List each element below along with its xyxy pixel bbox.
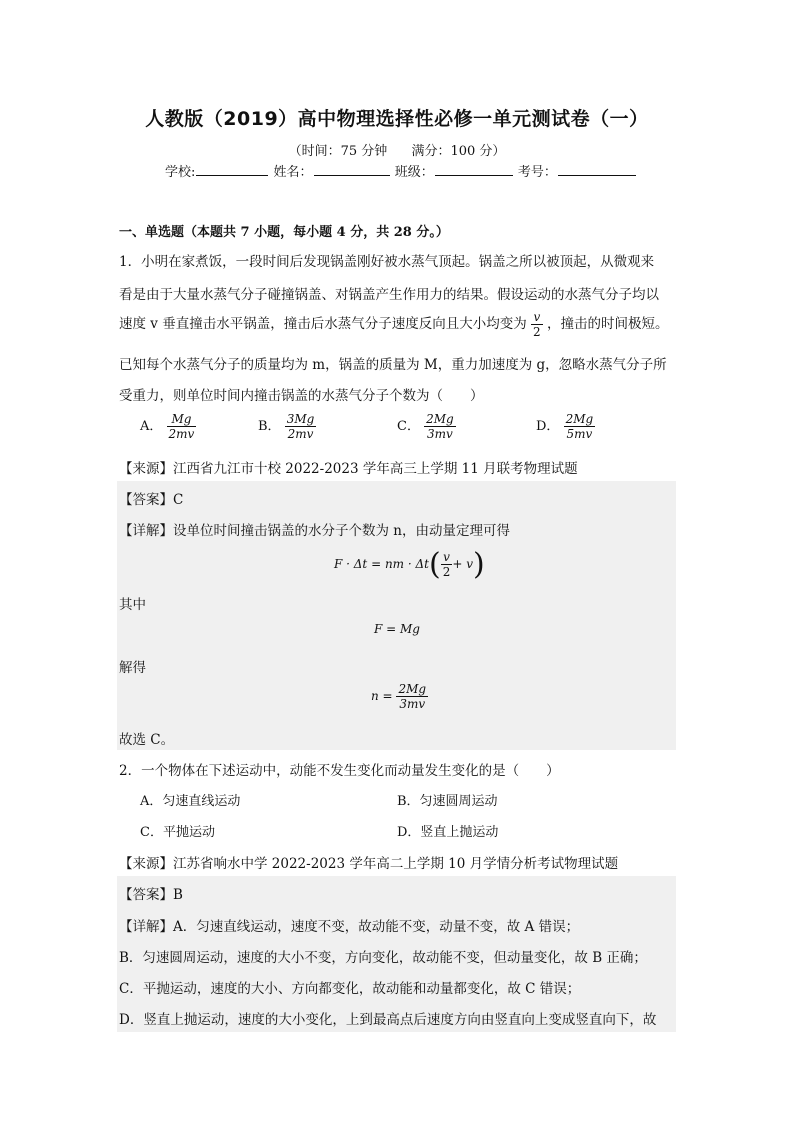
q2-answer: 【答案】B bbox=[119, 887, 183, 903]
name-label: 姓名： bbox=[273, 165, 313, 180]
name-blank bbox=[314, 162, 390, 176]
equation-left: n = bbox=[371, 689, 393, 703]
equation-result bbox=[371, 682, 428, 711]
exam-time: （时间：75 分钟 bbox=[288, 144, 388, 159]
q1-line: 受重力，则单位时间内撞击锅盖的水蒸气分子个数为（ ） bbox=[119, 388, 484, 404]
option-label: B． bbox=[258, 419, 281, 434]
q1-option-c[interactable] bbox=[397, 412, 456, 441]
fraction-numerator: v bbox=[533, 310, 541, 324]
q2-source: 【来源】江苏省响水中学 2022-2023 学年高二上学期 10 月学情分析考试物理试题 bbox=[119, 856, 619, 872]
q1-where: 其中 bbox=[119, 597, 146, 613]
paren-close: ) bbox=[473, 547, 485, 582]
q1-detail: 【详解】设单位时间撞击锅盖的水分子个数为 n，由动量定理可得 bbox=[119, 523, 510, 539]
q2-option-c[interactable]: C．平抛运动 bbox=[140, 825, 215, 840]
option-label: D． bbox=[536, 419, 560, 434]
class-label: 班级： bbox=[394, 165, 434, 180]
q1-option-a[interactable] bbox=[140, 412, 196, 441]
equation-left: F · Δt = nm · Δt bbox=[334, 557, 429, 571]
q2-option-b[interactable]: B．匀速圆周运动 bbox=[397, 794, 498, 809]
fraction-numerator: 2Mg bbox=[565, 412, 594, 426]
fraction-denominator: 2mv bbox=[168, 427, 195, 441]
fraction-numerator: 2Mg bbox=[426, 412, 454, 426]
fraction-denominator: 5mv bbox=[564, 426, 596, 441]
option-fraction bbox=[564, 412, 596, 441]
q1-line3-tail: ，撞击的时间极短。 bbox=[546, 316, 669, 332]
fraction-denominator: 3mv bbox=[396, 696, 428, 711]
exam-score: 满分：100 分） bbox=[411, 144, 506, 159]
section-heading: 一、单选题（本题共 7 小题，每小题 4 分，共 28 分。） bbox=[119, 225, 449, 240]
q1-option-b[interactable] bbox=[258, 412, 316, 441]
q1-line: 1．小明在家煮饭，一段时间后发现锅盖刚好被水蒸气顶起。锅盖之所以被顶起，从微观来 bbox=[119, 254, 655, 270]
option-fraction bbox=[285, 412, 317, 441]
q2-option-a[interactable]: A．匀速直线运动 bbox=[140, 794, 241, 809]
paren-open: ( bbox=[428, 547, 441, 582]
q2-detail: D．竖直上抛运动，速度的大小变化，上到最高点后速度方向由竖直向上变成竖直向下，故 bbox=[119, 1012, 657, 1028]
q1-line: 已知每个水蒸气分子的质量均为 m，锅盖的质量为 M，重力加速度为 g，忽略水蒸气分子所 bbox=[119, 357, 667, 373]
q2-detail: 【详解】A．匀速直线运动，速度不变，故动能不变，动量不变，故 A 错误； bbox=[119, 919, 580, 935]
q1-line3-text: 速度 v 垂直撞击水平锅盖，撞击后水蒸气分子速度反向且大小均变为 bbox=[119, 316, 527, 332]
fraction-numerator: 3Mg bbox=[286, 412, 315, 426]
option-label: A． bbox=[140, 419, 163, 434]
q1-conclusion: 故选 C。 bbox=[119, 732, 175, 748]
equation-momentum bbox=[334, 547, 485, 582]
fraction-numerator: 2Mg bbox=[398, 682, 427, 696]
fraction-denominator: 2 bbox=[533, 325, 541, 339]
fraction-denominator: 2mv bbox=[285, 426, 317, 441]
q1-solve: 解得 bbox=[119, 660, 146, 676]
equation-tail: + v bbox=[452, 557, 473, 571]
option-fraction bbox=[167, 412, 197, 441]
q1-line: 看是由于大量水蒸气分子碰撞锅盖、对锅盖产生作用力的结果。假设运动的水蒸气分子均以 bbox=[119, 287, 659, 303]
q1-option-d[interactable] bbox=[536, 412, 595, 441]
id-label: 考号： bbox=[517, 165, 557, 180]
class-blank bbox=[435, 162, 513, 176]
school-label: 学校: bbox=[165, 165, 196, 180]
fraction-v-over-2 bbox=[441, 550, 453, 579]
fraction-numerator: v bbox=[443, 550, 450, 564]
fraction-denominator: 2 bbox=[442, 565, 451, 579]
option-label: C． bbox=[397, 419, 420, 434]
q1-answer: 【答案】C bbox=[119, 492, 184, 508]
exam-time-score bbox=[0, 140, 794, 159]
q2-detail: C．平抛运动，速度的大小、方向都变化，故动能和动量都变化，故 C 错误； bbox=[119, 981, 581, 997]
school-blank bbox=[196, 162, 268, 176]
student-info-line bbox=[165, 161, 637, 180]
q2-detail: B．匀速圆周运动，速度的大小不变，方向变化，故动能不变，但动量变化，故 B 正确； bbox=[119, 950, 647, 966]
q1-source: 【来源】江西省九江市十校 2022-2023 学年高三上学期 11 月联考物理试题 bbox=[119, 461, 578, 477]
equation-force: F = Mg bbox=[374, 622, 420, 636]
q2-stem: 2．一个物体在下述运动中，动能不发生变化而动量发生变化的是（ ） bbox=[119, 763, 560, 779]
id-blank bbox=[558, 162, 636, 176]
fraction-v-over-2 bbox=[531, 310, 543, 339]
fraction-denominator: 3mv bbox=[424, 426, 456, 441]
fraction-numerator: Mg bbox=[171, 412, 192, 426]
page-title: 人教版（2019）高中物理选择性必修一单元测试卷（一） bbox=[145, 108, 649, 130]
q1-line-with-fraction bbox=[119, 310, 668, 339]
option-fraction bbox=[424, 412, 456, 441]
q2-option-d[interactable]: D．竖直上抛运动 bbox=[397, 825, 499, 840]
fraction-2mg-over-3mv bbox=[396, 682, 428, 711]
